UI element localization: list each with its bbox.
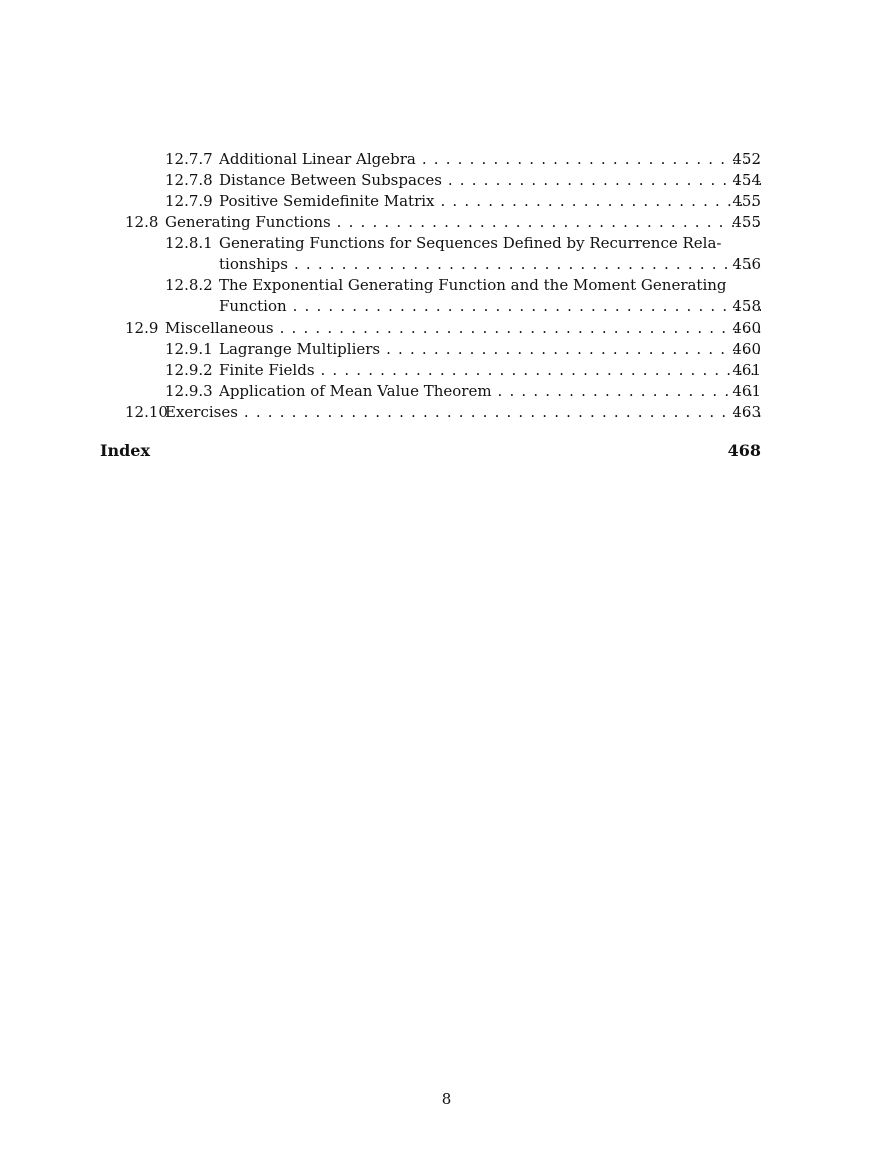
toc-entry[interactable] bbox=[0, 339, 893, 360]
toc-entry-title-text: Exercises bbox=[165, 403, 238, 421]
toc-entry-title-line2 bbox=[219, 254, 761, 275]
toc-entry-number: 12.7.8 bbox=[165, 171, 213, 189]
toc-entry-page: 455 bbox=[732, 213, 761, 231]
toc-entry-title bbox=[219, 149, 761, 170]
toc-entry[interactable] bbox=[0, 212, 893, 233]
toc-entry[interactable] bbox=[0, 360, 893, 381]
toc-entry-number: 12.8.1 bbox=[165, 234, 213, 252]
toc-entry-title-text: Distance Between Subspaces bbox=[219, 171, 442, 189]
toc-entry[interactable] bbox=[0, 275, 893, 296]
toc-entry-page: 455 bbox=[732, 192, 761, 210]
toc-entry-title bbox=[219, 381, 761, 402]
toc-entry-title bbox=[219, 360, 761, 381]
page-number: 8 bbox=[441, 1090, 452, 1108]
toc-entry-page: 463 bbox=[732, 403, 761, 421]
toc-entry[interactable] bbox=[0, 191, 893, 212]
toc-index-entry[interactable] bbox=[0, 440, 893, 462]
toc-entry[interactable] bbox=[0, 381, 893, 402]
toc-entry-title-text: Positive Semidefinite Matrix bbox=[219, 192, 435, 210]
toc-entry-title bbox=[165, 318, 761, 339]
toc-entry-page: 456 bbox=[732, 255, 761, 273]
toc-entry-title-text: Finite Fields bbox=[219, 361, 315, 379]
toc-entry-title bbox=[219, 339, 761, 360]
toc-entry-number: 12.9.3 bbox=[165, 382, 213, 400]
toc-entry-page: 460 bbox=[732, 319, 761, 337]
toc-entry-title bbox=[165, 212, 761, 233]
toc-entry-number: 12.9 bbox=[125, 319, 159, 337]
toc-entry-title bbox=[165, 402, 761, 423]
toc-entry-page: 461 bbox=[732, 361, 761, 379]
toc-entry[interactable] bbox=[0, 402, 893, 423]
toc-entry-page: 461 bbox=[732, 382, 761, 400]
toc-entry-number: 12.9.1 bbox=[165, 340, 213, 358]
toc-entry-page: 458 bbox=[732, 297, 761, 315]
toc-entry-page: 452 bbox=[732, 150, 761, 168]
toc-entry-title bbox=[219, 170, 761, 191]
toc-entry-title-line1: The Exponential Generating Function and the Moment Generating bbox=[219, 276, 727, 294]
toc-entry-title bbox=[219, 191, 761, 212]
toc-entry-title-text: Generating Functions bbox=[165, 213, 331, 231]
toc-entry-title-text: Function bbox=[219, 297, 287, 315]
toc-entry-title-text: tionships bbox=[219, 255, 288, 273]
toc-entry-number: 12.7.7 bbox=[165, 150, 213, 168]
toc-entry-page: 454 bbox=[732, 171, 761, 189]
toc-entry-title-text: Additional Linear Algebra bbox=[219, 150, 416, 168]
toc-entry-number: 12.10 bbox=[125, 403, 168, 421]
toc-entry[interactable] bbox=[0, 233, 893, 254]
toc-entry-title-text: Miscellaneous bbox=[165, 319, 274, 337]
toc-entry[interactable] bbox=[0, 149, 893, 170]
toc-entry[interactable] bbox=[0, 318, 893, 339]
toc-entry-number: 12.9.2 bbox=[165, 361, 213, 379]
index-page: 468 bbox=[727, 441, 761, 460]
toc-entry-title-text: Application of Mean Value Theorem bbox=[219, 382, 492, 400]
toc-entry-title-line2 bbox=[219, 296, 761, 317]
index-label: Index bbox=[100, 441, 151, 460]
toc-entry-continuation[interactable] bbox=[0, 254, 893, 275]
toc-entry-page: 460 bbox=[732, 340, 761, 358]
toc-entry-title-text: Lagrange Multipliers bbox=[219, 340, 381, 358]
toc-entry[interactable] bbox=[0, 170, 893, 191]
toc-entry-continuation[interactable] bbox=[0, 296, 893, 317]
toc-entry-number: 12.8.2 bbox=[165, 276, 213, 294]
toc-entry-number: 12.7.9 bbox=[165, 192, 213, 210]
toc-entry-title-line1: Generating Functions for Sequences Defined by Recurrence Rela- bbox=[219, 234, 722, 252]
toc-entry-number: 12.8 bbox=[125, 213, 159, 231]
